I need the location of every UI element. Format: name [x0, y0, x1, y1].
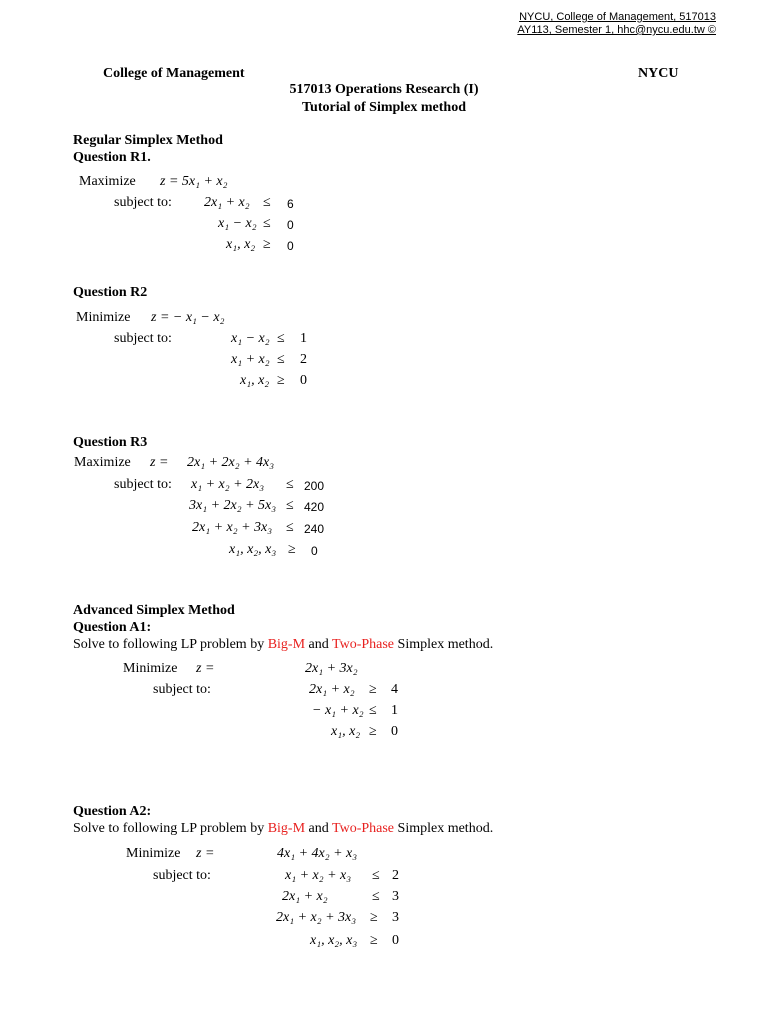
r2-c3-rhs: 0 [300, 373, 307, 388]
r1-c3-op: ≥ [263, 237, 271, 252]
question-r1-label: Question R1. [73, 150, 151, 165]
a2-instr-pre: Solve to following LP problem by [73, 821, 268, 836]
r3-c1-lhs: x₁ + x₂ + 2x₃ [191, 477, 265, 492]
r2-c3-op: ≥ [277, 373, 285, 388]
a2-instr-post: Simplex method. [394, 821, 494, 836]
a1-c1-rhs: 4 [391, 682, 398, 697]
r3-c1-op: ≤ [286, 477, 294, 492]
a1-subject-to: subject to: [153, 682, 211, 697]
r3-c3-rhs: 240 [304, 522, 325, 536]
a2-objective: 4x₁ + 4x₂ + x₃ [277, 846, 358, 861]
r2-sense: Minimize [76, 310, 131, 325]
r3-objective-lhs: z = [150, 455, 169, 470]
r3-sense: Maximize [74, 455, 131, 470]
a1-instr-pre: Solve to following LP problem by [73, 637, 268, 652]
a1-c2-lhs: − x₁ + x₂ [312, 703, 364, 718]
r3-c2-lhs: 3x₁ + 2x₂ + 5x₃ [189, 498, 277, 513]
section-heading-advanced: Advanced Simplex Method [73, 603, 235, 618]
r3-c3-lhs: 2x₁ + x₂ + 3x₃ [192, 520, 273, 535]
question-a1-label: Question A1: [73, 620, 152, 635]
a1-c3-lhs: x₁, x₂ [331, 724, 361, 739]
r3-c2-rhs: 420 [304, 500, 325, 514]
r1-c2-op: ≤ [263, 216, 271, 231]
a2-c3-op: ≥ [370, 910, 378, 925]
r2-subject-to: subject to: [114, 331, 172, 346]
a2-instruction [73, 821, 493, 837]
a2-objective-lhs: z = [196, 846, 215, 861]
a1-c1-op: ≥ [369, 682, 377, 697]
r3-subject-to: subject to: [114, 477, 172, 492]
r1-c1-lhs: 2x₁ + x₂ [204, 195, 250, 210]
a1-bigm: Big-M [267, 637, 306, 652]
r3-c3-op: ≤ [286, 520, 294, 535]
a1-c2-op: ≤ [369, 703, 377, 718]
r1-c3-lhs: x₁, x₂ [226, 237, 256, 252]
r3-c4-rhs: 0 [311, 544, 318, 558]
university-label: NYCU [638, 66, 679, 81]
a1-c3-rhs: 0 [391, 724, 398, 739]
r2-c1-op: ≤ [277, 331, 285, 346]
a2-c4-rhs: 0 [392, 933, 399, 948]
a1-sense: Minimize [123, 661, 178, 676]
r1-sense: Maximize [79, 174, 136, 189]
a1-c3-op: ≥ [369, 724, 377, 739]
a1-objective: 2x₁ + 3x₂ [305, 661, 358, 676]
a2-c2-rhs: 3 [392, 889, 399, 904]
a1-twophase: Two-Phase [332, 637, 395, 652]
r1-c1-op: ≤ [263, 195, 271, 210]
r1-c2-rhs: 0 [287, 218, 294, 232]
r2-c1-rhs: 1 [300, 331, 307, 346]
question-r3-label: Question R3 [73, 435, 148, 450]
a2-bigm: Big-M [267, 821, 306, 836]
r3-c4-lhs: x₁, x₂, x₃ [229, 542, 277, 557]
r2-objective: z = − x₁ − x₂ [151, 310, 225, 325]
a2-and: and [305, 821, 333, 836]
section-heading-regular: Regular Simplex Method [73, 133, 223, 148]
a2-twophase: Two-Phase [332, 821, 395, 836]
r1-c1-rhs: 6 [287, 197, 294, 211]
r1-objective: z = 5x₁ + x₂ [160, 174, 228, 189]
r1-subject-to: subject to: [114, 195, 172, 210]
a2-c2-op: ≤ [372, 889, 380, 904]
a2-c1-rhs: 2 [392, 868, 399, 883]
a1-objective-lhs: z = [196, 661, 215, 676]
r3-c1-rhs: 200 [304, 479, 325, 493]
a2-subject-to: subject to: [153, 868, 211, 883]
a2-c1-lhs: x₁ + x₂ + x₃ [285, 868, 352, 883]
a1-instruction [73, 637, 493, 653]
r2-c3-lhs: x₁, x₂ [240, 373, 270, 388]
a2-c3-rhs: 3 [392, 910, 399, 925]
header-line-2: AY113, Semester 1, hhc@nycu.edu.tw © [517, 24, 716, 36]
r2-c2-op: ≤ [277, 352, 285, 367]
a1-and: and [305, 637, 333, 652]
r3-objective: 2x₁ + 2x₂ + 4x₃ [187, 455, 275, 470]
a1-c2-rhs: 1 [391, 703, 398, 718]
r1-c2-lhs: x₁ − x₂ [218, 216, 257, 231]
a2-c4-lhs: x₁, x₂, x₃ [310, 933, 358, 948]
a2-c2-lhs: 2x₁ + x₂ [282, 889, 328, 904]
a1-c1-lhs: 2x₁ + x₂ [309, 682, 355, 697]
a2-c3-lhs: 2x₁ + x₂ + 3x₃ [276, 910, 357, 925]
question-a2-label: Question A2: [73, 804, 152, 819]
a1-instr-post: Simplex method. [394, 637, 494, 652]
a2-c4-op: ≥ [370, 933, 378, 948]
document-subtitle: Tutorial of Simplex method [302, 100, 466, 115]
a2-c1-op: ≤ [372, 868, 380, 883]
a2-sense: Minimize [126, 846, 181, 861]
header-line-1: NYCU, College of Management, 517013 [519, 11, 716, 23]
r2-c2-lhs: x₁ + x₂ [231, 352, 270, 367]
course-title: 517013 Operations Research (I) [289, 82, 479, 97]
r2-c1-lhs: x₁ − x₂ [231, 331, 270, 346]
r2-c2-rhs: 2 [300, 352, 307, 367]
college-label: College of Management [103, 66, 245, 81]
question-r2-label: Question R2 [73, 285, 148, 300]
r3-c2-op: ≤ [286, 498, 294, 513]
r3-c4-op: ≥ [288, 542, 296, 557]
r1-c3-rhs: 0 [287, 239, 294, 253]
